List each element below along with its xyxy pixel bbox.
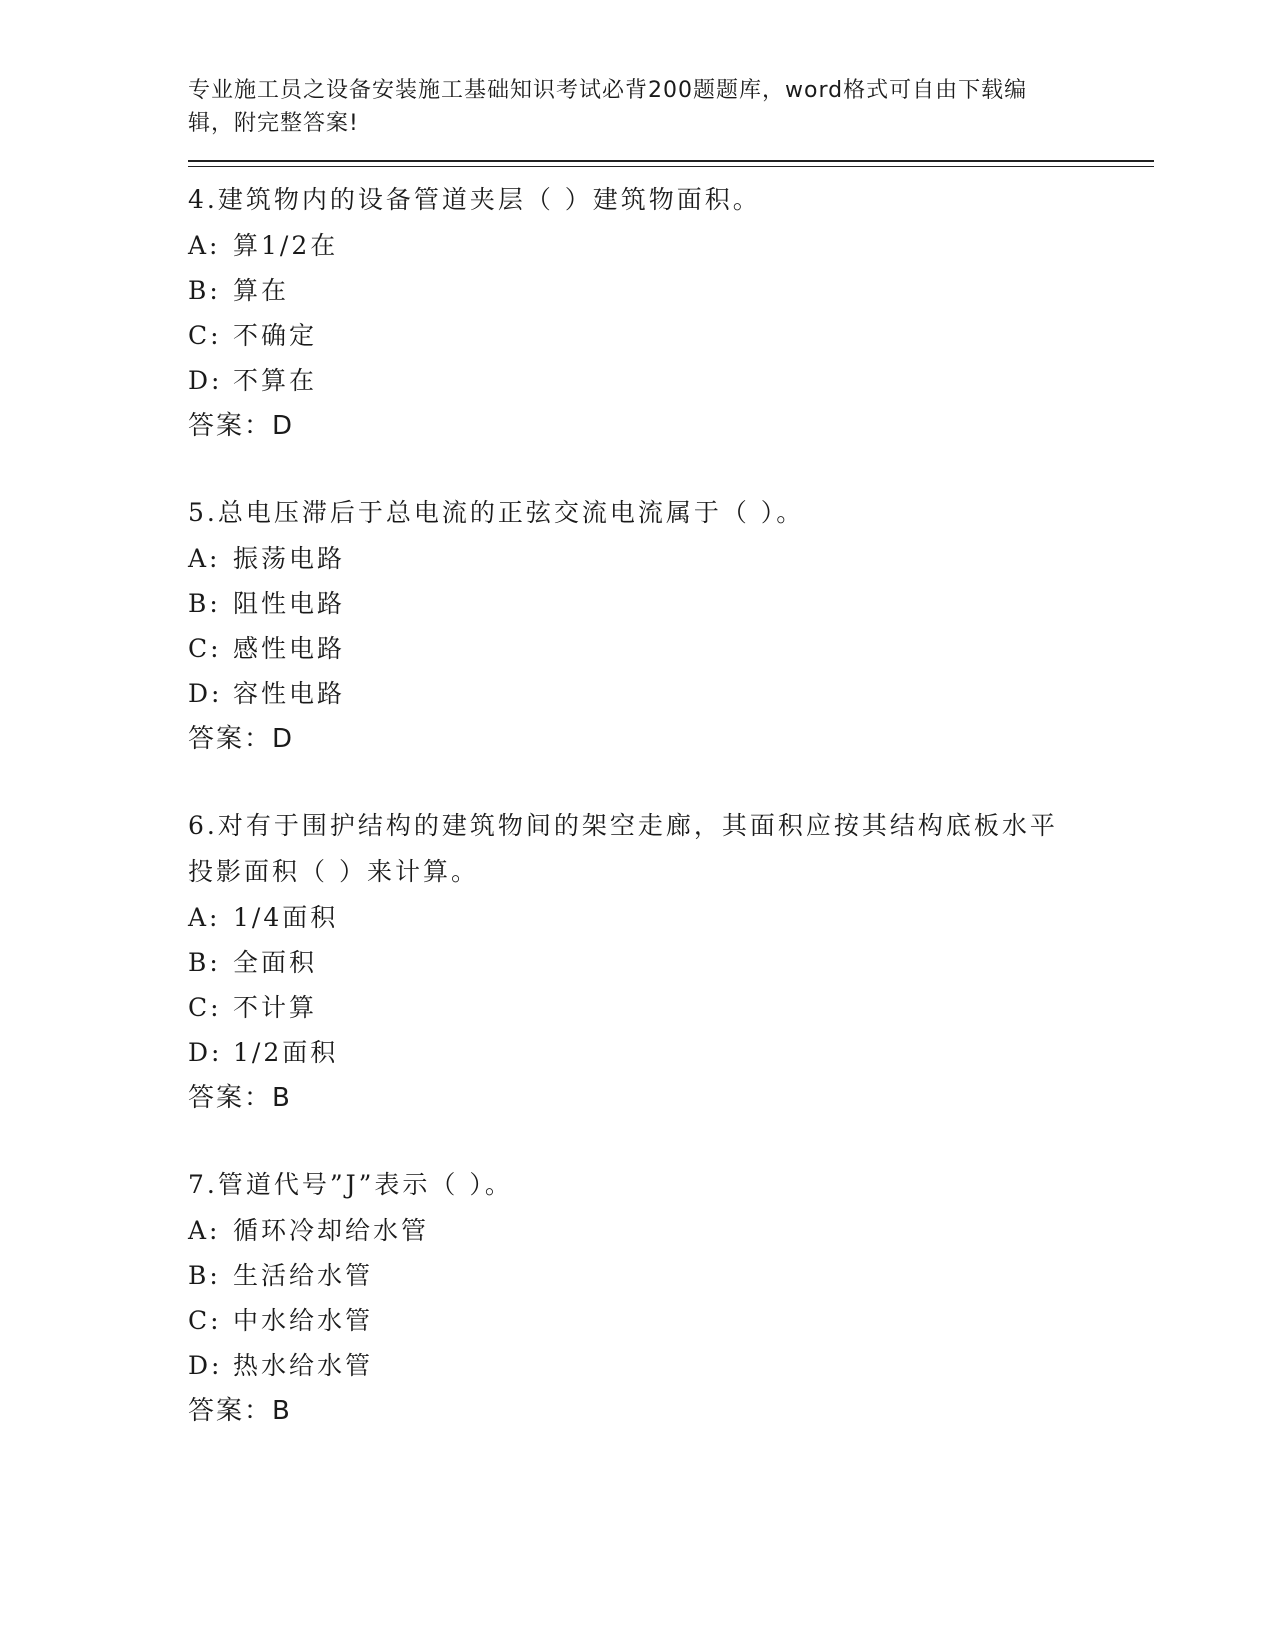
option-text: 容性电路	[233, 679, 346, 708]
option-key: B:	[188, 948, 221, 977]
answer-line: 答案：D	[188, 411, 295, 441]
question-stem: 4.建筑物内的设备管道夹层（ ）建筑物面积。	[188, 185, 761, 214]
option-c	[188, 985, 1154, 1030]
option-a	[188, 895, 1154, 940]
option-key: C:	[188, 993, 222, 1022]
option-text: 感性电路	[233, 634, 346, 663]
option-b	[188, 940, 1154, 985]
option-a	[188, 536, 1154, 581]
question-5	[188, 490, 1154, 762]
question-4	[188, 177, 1154, 449]
option-key: B:	[188, 589, 221, 618]
option-key: D:	[188, 366, 223, 395]
question-stem: 5.总电压滞后于总电流的正弦交流电流属于（ ）。	[188, 498, 805, 527]
question-stem: 7.管道代号”J”表示（ ）。	[188, 1170, 513, 1199]
option-key: B:	[188, 1261, 221, 1290]
document-header: 专业施工员之设备安装施工基础知识考试必背200题题库，word格式可自由下载编辑，附完整答案!	[188, 78, 1028, 136]
option-b	[188, 581, 1154, 626]
question-6	[188, 803, 1154, 1121]
option-key: D:	[188, 1038, 223, 1067]
option-key: A:	[188, 231, 221, 260]
option-key: A:	[188, 544, 221, 573]
option-a	[188, 223, 1154, 268]
option-text: 全面积	[233, 948, 318, 977]
option-text: 振荡电路	[233, 544, 346, 573]
option-key: A:	[188, 903, 221, 932]
option-key: C:	[188, 634, 222, 663]
document-page	[188, 74, 1154, 1434]
option-text: 不确定	[233, 321, 318, 350]
option-text: 算1/2在	[233, 231, 339, 260]
header-divider	[188, 160, 1154, 167]
option-key: A:	[188, 1216, 221, 1245]
option-text: 阻性电路	[233, 589, 346, 618]
option-c	[188, 313, 1154, 358]
answer-line: 答案：B	[188, 1396, 292, 1426]
option-d	[188, 358, 1154, 403]
option-key: D:	[188, 679, 223, 708]
answer-line: 答案：D	[188, 724, 295, 754]
option-key: C:	[188, 321, 222, 350]
option-key: B:	[188, 276, 221, 305]
option-key: D:	[188, 1351, 223, 1380]
option-b	[188, 1253, 1154, 1298]
option-text: 热水给水管	[233, 1351, 374, 1380]
option-d	[188, 1030, 1154, 1075]
option-text: 不算在	[233, 366, 318, 395]
option-text: 生活给水管	[233, 1261, 374, 1290]
option-d	[188, 671, 1154, 716]
option-c	[188, 626, 1154, 671]
answer-line: 答案：B	[188, 1083, 292, 1113]
option-b	[188, 268, 1154, 313]
option-key: C:	[188, 1306, 222, 1335]
option-c	[188, 1298, 1154, 1343]
option-text: 循环冷却给水管	[233, 1216, 430, 1245]
option-text: 1/4面积	[233, 903, 339, 932]
option-text: 不计算	[233, 993, 318, 1022]
option-text: 算在	[233, 276, 290, 305]
option-a	[188, 1208, 1154, 1253]
option-text: 中水给水管	[233, 1306, 374, 1335]
option-text: 1/2面积	[233, 1038, 339, 1067]
question-stem: 6.对有于围护结构的建筑物间的架空走廊，其面积应按其结构底板水平投影面积（ ）来计算。	[188, 811, 1058, 886]
option-d	[188, 1343, 1154, 1388]
question-7	[188, 1162, 1154, 1434]
